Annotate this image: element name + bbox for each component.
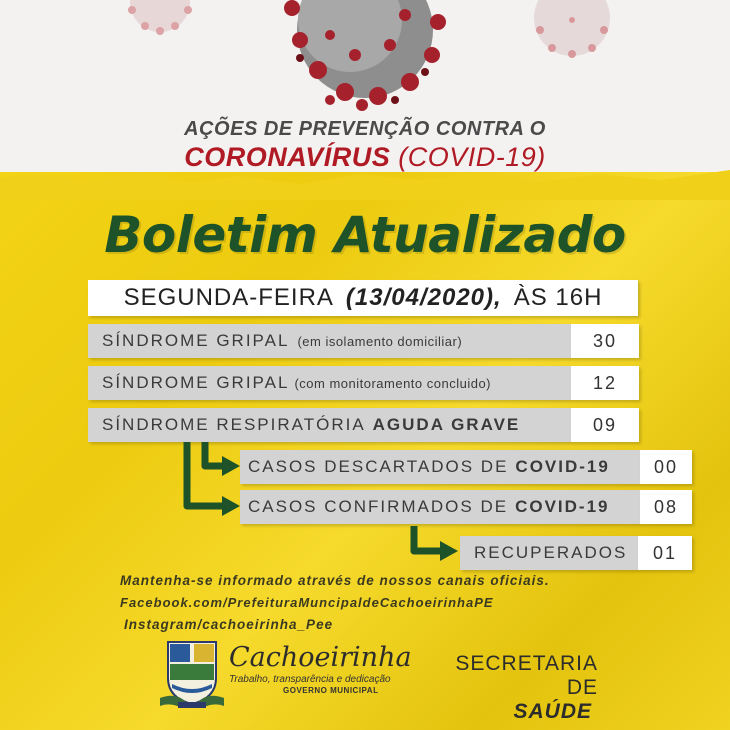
stat-label	[460, 536, 638, 570]
logo-government: GOVERNO MUNICIPAL	[283, 686, 379, 695]
stat-value: 09	[571, 408, 639, 442]
campaign-subheadline	[0, 142, 730, 173]
secretaria-line1: SECRETARIA DE	[455, 652, 598, 699]
weekday: SEGUNDA-FEIRA	[123, 284, 334, 311]
stat-label-main: CASOS CONFIRMADOS DE	[248, 497, 509, 516]
campaign-headline: AÇÕES DE PREVENÇÃO CONTRA O	[184, 118, 546, 140]
secretaria-saude	[428, 652, 598, 724]
stat-row-recuperados	[460, 536, 692, 570]
stat-label	[88, 408, 571, 442]
covid-word: (COVID-19)	[398, 142, 546, 172]
date: (13/04/2020),	[345, 284, 502, 311]
stat-label	[88, 324, 571, 358]
logo-name: Cachoeirinha	[229, 642, 412, 673]
municipal-logo	[229, 642, 412, 696]
stat-label	[88, 366, 571, 400]
stat-label-detail: AGUDA GRAVE	[372, 415, 521, 434]
municipal-crest-icon	[160, 638, 224, 710]
virus-left-icon	[128, 0, 192, 35]
stat-label-main: RECUPERADOS	[474, 543, 628, 562]
stat-value: 12	[571, 366, 639, 400]
stat-label	[240, 490, 640, 524]
stat-label-detail: (em isolamento domiciliar)	[297, 333, 463, 349]
stat-value: 01	[638, 536, 692, 570]
stat-row-gripal-isolamento	[88, 324, 639, 358]
stat-label-main: SÍNDROME RESPIRATÓRIA	[102, 415, 366, 434]
official-channels	[120, 570, 620, 636]
logo-tagline: Trabalho, transparência e dedicação	[229, 674, 391, 685]
stat-label-detail: COVID-19	[515, 497, 610, 516]
time: ÀS 16H	[513, 284, 603, 311]
stat-row-gripal-monitoramento	[88, 366, 639, 400]
facebook-link[interactable]: Facebook.com/PrefeituraMuncipaldeCachoeirinhaPE	[120, 595, 494, 610]
stat-value: 00	[640, 450, 692, 484]
stat-row-srag	[88, 408, 639, 442]
secretaria-line2: SAÚDE	[513, 700, 592, 723]
instagram-link[interactable]: Instagram/cachoeirinha_Pee	[124, 617, 334, 632]
channels-intro: Mantenha-se informado através de nossos canais oficiais.	[120, 573, 550, 588]
stat-value: 08	[640, 490, 692, 524]
virus-center-icon	[284, 0, 446, 111]
stat-row-confirmados	[240, 490, 692, 524]
page-title: Boletim Atualizado	[104, 206, 626, 264]
stat-label-detail: (com monitoramento concluido)	[294, 375, 492, 391]
coronavirus-word: CORONAVÍRUS	[184, 142, 391, 172]
stat-row-descartados	[240, 450, 692, 484]
stat-label	[240, 450, 640, 484]
stat-label-main: CASOS DESCARTADOS DE	[248, 457, 509, 476]
stat-label-main: SÍNDROME GRIPAL	[102, 373, 290, 392]
stat-value: 30	[571, 324, 639, 358]
virus-right-icon	[534, 0, 610, 58]
stat-label-main: SÍNDROME GRIPAL	[102, 331, 290, 350]
date-bar	[88, 280, 638, 316]
stat-label-detail: COVID-19	[515, 457, 610, 476]
coronavirus-illustration	[0, 0, 730, 130]
